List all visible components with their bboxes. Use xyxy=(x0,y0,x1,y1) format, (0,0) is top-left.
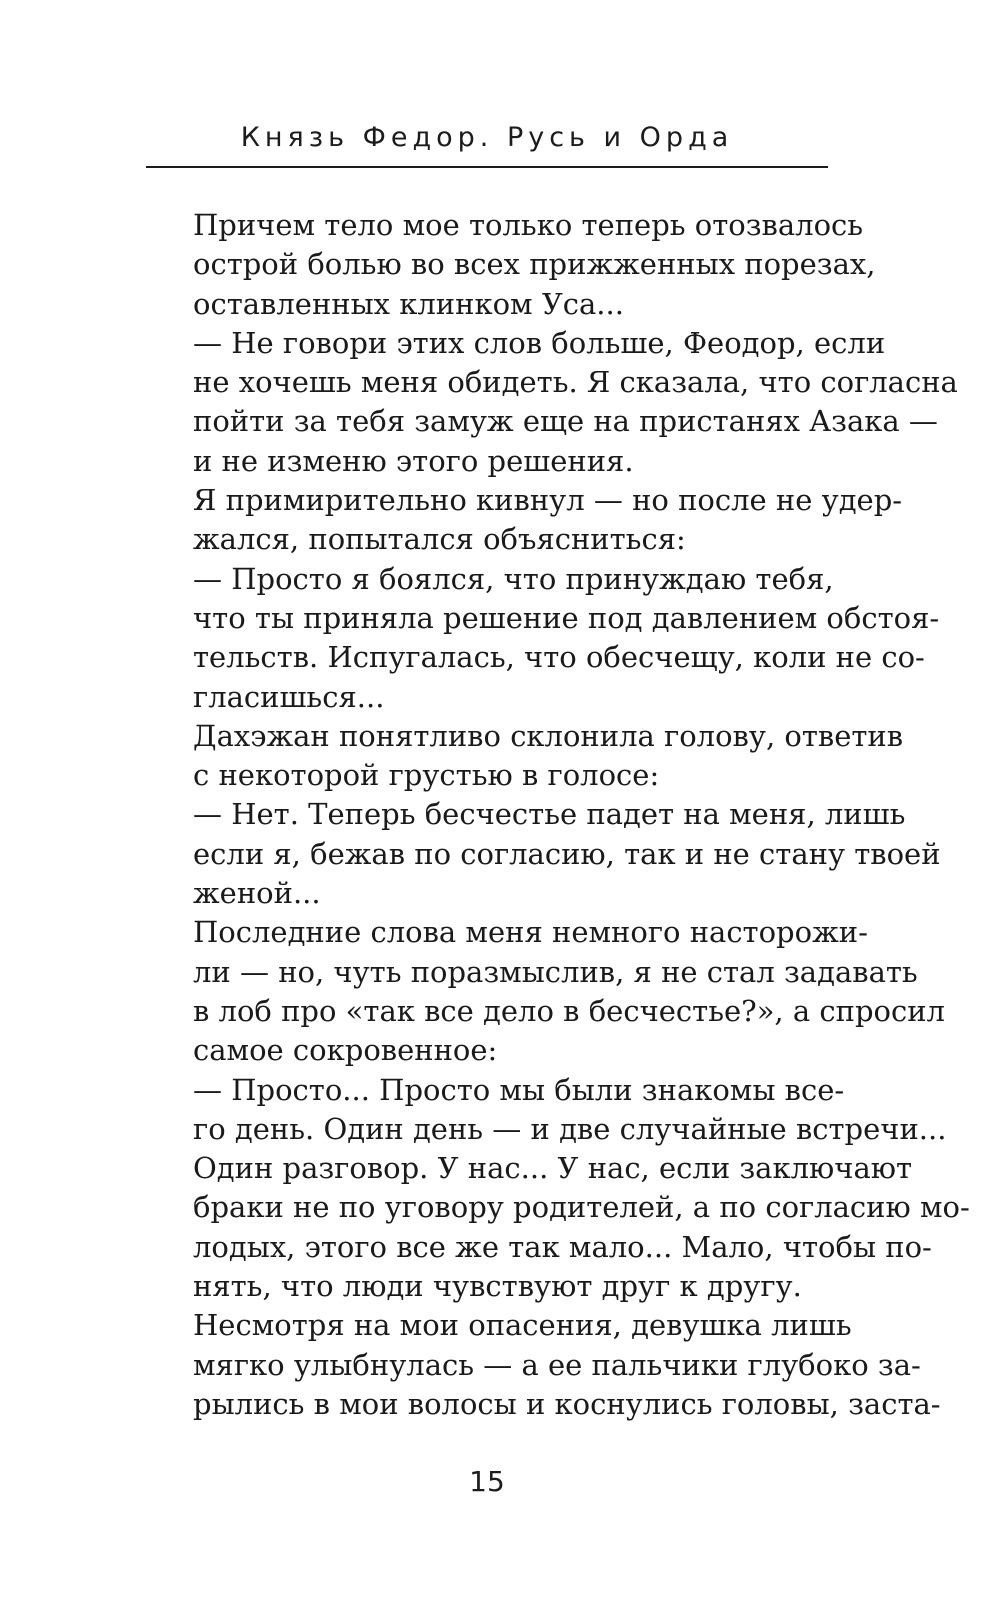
text-line: Причем тело мое только теперь отозвалось xyxy=(193,208,864,242)
paragraph xyxy=(146,324,958,481)
body-text xyxy=(146,206,970,1424)
text-line: если я, бежав по согласию, так и не стану твоей xyxy=(193,836,941,871)
text-line: Я примирительно кивнул — но после не удер- xyxy=(193,483,903,518)
text-line: — Просто я боялся, что принуждаю тебя, xyxy=(193,561,834,596)
text-line: и не изменю этого решения. xyxy=(193,443,634,478)
text-line: не хочешь меня обидеть. Я сказала, что согласна xyxy=(193,365,958,400)
text-line: — Просто... Просто мы были знакомы все- xyxy=(193,1072,845,1107)
text-line: жался, попытался объясниться: xyxy=(193,522,686,557)
text-line: го день. Один день — и две случайные встречи... xyxy=(193,1111,947,1146)
paragraph xyxy=(146,1071,970,1307)
text-line: с некоторой грустью в голосе: xyxy=(193,758,660,793)
text-line: оставленных клинком Уса... xyxy=(193,286,624,321)
text-line: острой болью во всех прижженных порезах, xyxy=(193,247,876,282)
text-line: что ты приняла решение под давлением обстоя- xyxy=(193,600,940,635)
page-number: 15 xyxy=(469,1465,505,1498)
text-line: Несмотря на мои опасения, девушка лишь xyxy=(193,1308,852,1343)
text-line: нять, что люди чувствуют друг к другу. xyxy=(193,1269,802,1304)
paragraph xyxy=(146,206,876,324)
text-line: в лоб про «так все дело в бесчестье?», а спросил xyxy=(193,993,945,1028)
paragraph xyxy=(146,481,903,560)
header-rule xyxy=(146,166,828,168)
text-line: Один разговор. У нас... У нас, если заключают xyxy=(193,1151,913,1186)
paragraph xyxy=(146,795,941,913)
running-title: Князь Федор. Русь и Орда xyxy=(240,122,734,153)
text-line: браки не по уговору родителей, а по согласию мо- xyxy=(193,1190,970,1225)
paragraph xyxy=(146,913,945,1070)
paragraph xyxy=(146,717,904,796)
text-line: тельств. Испугалась, что обесчещу, коли не со- xyxy=(193,640,925,675)
text-line: женой... xyxy=(193,876,321,911)
text-line: пойти за тебя замуж еще на пристанях Азака — xyxy=(193,404,938,439)
paragraph xyxy=(146,1306,941,1424)
text-line: гласишься... xyxy=(193,679,385,714)
text-line: Дахэжан понятливо склонила голову, ответив xyxy=(193,718,904,753)
text-line: ли — но, чуть поразмыслив, я не стал задавать xyxy=(193,954,918,989)
paragraph xyxy=(146,560,940,717)
text-line: лодых, этого все же так мало... Мало, чтобы по- xyxy=(193,1229,932,1264)
text-line: самое сокровенное: xyxy=(193,1033,498,1068)
text-line: — Не говори этих слов больше, Феодор, если xyxy=(193,325,886,360)
text-line: Последние слова меня немного насторожи- xyxy=(193,915,868,950)
text-line: мягко улыбнулась — а ее пальчики глубоко за- xyxy=(193,1347,921,1382)
text-line: — Нет. Теперь бесчестье падет на меня, лишь xyxy=(193,797,906,832)
text-line: рылись в мои волосы и коснулись головы, заста- xyxy=(193,1386,941,1421)
